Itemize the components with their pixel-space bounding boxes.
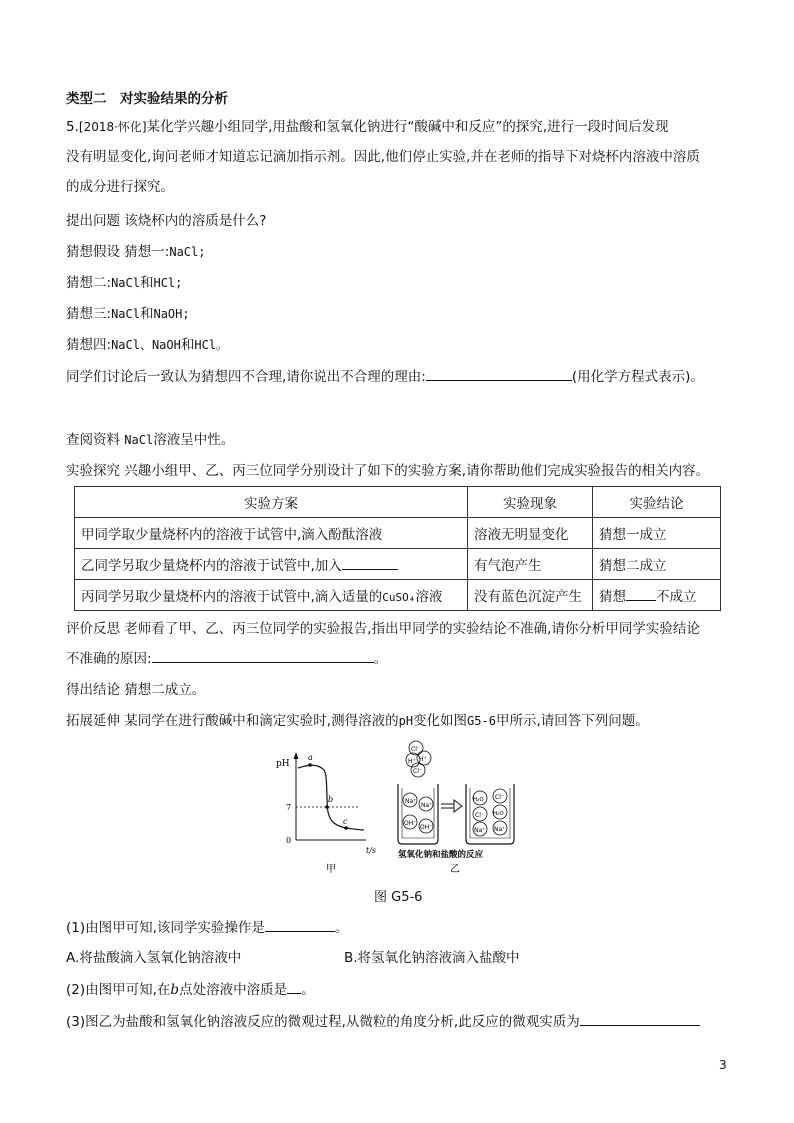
table-row [75,580,721,611]
row3-plan [75,580,468,611]
discussion-text: 同学们讨论后一致认为猜想四不合理,请你说出不合理的理由: [66,369,426,385]
drop-ion-3: H⁺ [419,756,427,763]
label-yi: 乙 [450,864,460,875]
hypothesis-4-label: 猜想四: [66,337,112,353]
reflection-end: 。 [373,651,388,667]
y-axis-label: pH [276,759,290,769]
hypothesis-4 [66,335,228,355]
row2-phenomenon: 有气泡产生 [468,549,593,580]
row1-phenomenon: 溶液无明显变化 [468,518,593,549]
reference-text: 溶液呈中性。 [153,432,235,448]
right-ion-3: Cl⁻ [475,812,485,819]
point-a-dot [308,763,312,767]
sub-question-1 [66,917,348,938]
answer-blank-solute[interactable] [287,979,301,994]
hypothesis-3 [66,304,190,324]
point-b-dot [325,805,329,809]
hypothesis-3-and: 和 [139,306,154,322]
row2-plan [75,549,468,580]
table-header-phenomenon: 实验现象 [468,487,593,518]
sub-question-2-text2: 点处溶液中溶质是 [179,982,288,998]
hypothesis-2-label: 猜想二: [66,275,112,291]
table-row [75,549,721,580]
sub-question-2-point: b [170,982,180,998]
reflection-line1: 评价反思 老师看了甲、乙、丙三位同学的实验报告,指出甲同学的实验结论不准确,请你分析甲同学实验结论 [66,621,700,637]
reaction-arrow-icon [441,800,462,812]
sub-question-3-text: (3)图乙为盐酸和氢氧化钠溶液反应的微观过程,从微粒的角度分析,此反应的微观实质为 [66,1014,580,1030]
conclusion-line: 得出结论 猜想二成立。 [66,682,206,698]
sub-question-1-options [66,948,520,968]
hypothesis-4-formula-a: NaCl、NaOH [111,338,181,352]
y-axis-arrow [294,752,299,759]
row3-plan-suffix: 溶液 [415,589,443,605]
hypothesis-1-formula: NaCl; [169,245,206,259]
answer-blank-equation[interactable] [426,366,572,381]
extension-text3: 甲所示,请回答下列问题。 [495,713,649,729]
hypothesis-1 [66,242,205,262]
reaction-diagram [398,741,514,875]
question-intro-line2: 没有明显变化,询问老师才知道忘记滴加指示剂。因此,他们停止实验,并在老师的指导下对烧杯内溶液中溶质 [66,149,700,165]
right-ion-4: H₂O [493,811,504,817]
extension-figure-ref: G5-6 [467,714,496,728]
label-jia: 甲 [326,864,336,875]
figure-g5-6 [270,740,520,880]
row3-phenomenon: 没有蓝色沉淀产生 [468,580,593,611]
row3-conclusion-prefix: 猜想 [599,589,626,605]
reaction-caption: 氢氧化钠和盐酸的反应 [398,850,484,860]
hypothesis-3-label: 猜想三: [66,306,112,322]
right-ion-2: Cl⁻ [495,794,505,801]
left-ion-3: OH⁻ [404,820,417,827]
acid-drop [406,741,431,777]
row3-plan-text: 丙同学另取少量烧杯内的溶液于试管中,滴入适量的 [81,589,383,605]
drop-ion-4: Cl⁻ [413,768,423,775]
point-a-label: a [308,753,313,762]
point-b-label: b [328,795,334,804]
table-header-row [75,487,721,518]
question-intro-line3: 的成分进行探究。 [66,179,174,195]
row3-conclusion-suffix: 不成立 [656,589,697,605]
reflection-line2 [66,648,387,669]
x-axis-label: t/s [366,846,377,855]
answer-blank-operation[interactable] [265,917,335,932]
answer-blank-hypothesis[interactable] [626,586,656,601]
hypothesis-2-formula-b: HCl; [153,276,183,290]
hypothesis-4-formula-b: HCl。 [194,338,229,352]
question-number: 5. [66,119,79,135]
hypothesis-2-and: 和 [139,275,154,291]
extension-line [66,711,649,731]
answer-blank-essence[interactable] [580,1011,700,1026]
page-number: 3 [719,1058,727,1072]
question-source: [2018·怀化] [78,120,147,134]
question-intro-line1 [66,117,669,137]
row3-plan-formula: CuSO₄ [382,591,416,604]
point-c-label: c [343,817,348,826]
row1-conclusion: 猜想一成立 [593,518,721,549]
sub-question-2 [66,979,315,1000]
table-header-conclusion: 实验结论 [593,487,721,518]
origin-label: 0 [286,836,292,845]
section-title: 类型二 对实验结果的分析 [66,91,228,107]
row2-plan-text: 乙同学另取少量烧杯内的溶液于试管中,加入 [81,558,342,574]
right-ion-5: Na⁺ [474,827,486,834]
row2-conclusion: 猜想二成立 [593,549,721,580]
reflection-label: 不准确的原因: [66,651,152,667]
ph7-label: 7 [286,803,292,812]
left-ion-2: Na⁺ [421,802,433,809]
extension-ph: pH [398,714,414,728]
point-c-dot [344,826,348,830]
right-ion-1: H₂O [473,797,484,803]
figure-caption: 图 G5-6 [374,890,423,905]
hypothesis-label: 猜想假设 猜想一: [66,244,170,260]
left-ion-1: Na⁺ [405,798,417,805]
discussion-line [66,366,704,387]
problem-statement: 提出问题 该烧杯内的溶质是什么? [66,213,267,229]
extension-text2: 变化如图 [413,713,468,729]
sub-question-2-end: 。 [301,982,315,998]
left-ion-4: OH⁻ [420,824,433,831]
row1-plan: 甲同学取少量烧杯内的溶液于试管中,滴入酚酞溶液 [75,518,468,549]
left-beaker [398,784,438,844]
sub-question-2-text: (2)由图甲可知,在 [66,982,171,998]
answer-blank-reason[interactable] [152,648,374,663]
reference-label: 查阅资料 [66,432,125,448]
drop-ion-2: H⁺ [408,758,416,765]
answer-blank-reagent[interactable] [342,555,398,570]
ph-graph [276,752,376,875]
table-header-plan: 实验方案 [75,487,468,518]
sub-question-3 [66,1011,700,1032]
experiment-intro: 实验探究 兴趣小组甲、乙、丙三位同学分别设计了如下的实验方案,请你帮助他们完成实验报告的相关内容。 [66,463,710,479]
experiment-report-table [74,486,721,611]
drop-ion-1: Cl⁻ [411,746,421,753]
hypothesis-2-formula-a: NaCl [111,276,140,290]
reference-formula: NaCl [124,433,154,447]
right-ion-6: Na⁺ [494,826,506,833]
option-a[interactable]: A.将盐酸滴入氢氧化钠溶液中 [66,950,242,966]
sub-question-1-text: (1)由图甲可知,该同学实验操作是 [66,920,265,936]
hypothesis-3-formula-b: NaOH; [153,307,190,321]
option-b[interactable]: B.将氢氧化钠溶液滴入盐酸中 [344,950,520,966]
hypothesis-3-formula-a: NaCl [111,307,140,321]
discussion-suffix: (用化学方程式表示)。 [571,369,704,385]
extension-text: 拓展延伸 某同学在进行酸碱中和滴定实验时,测得溶液的 [66,713,399,729]
table-row [75,518,721,549]
reference-data [66,430,234,450]
question-intro-text: 某化学兴趣小组同学,用盐酸和氢氧化钠进行“酸碱中和反应”的探究,进行一段时间后发现 [146,119,669,135]
row3-conclusion [593,580,721,611]
hypothesis-2 [66,273,182,293]
sub-question-1-end: 。 [334,920,349,936]
hypothesis-4-and: 和 [180,337,195,353]
